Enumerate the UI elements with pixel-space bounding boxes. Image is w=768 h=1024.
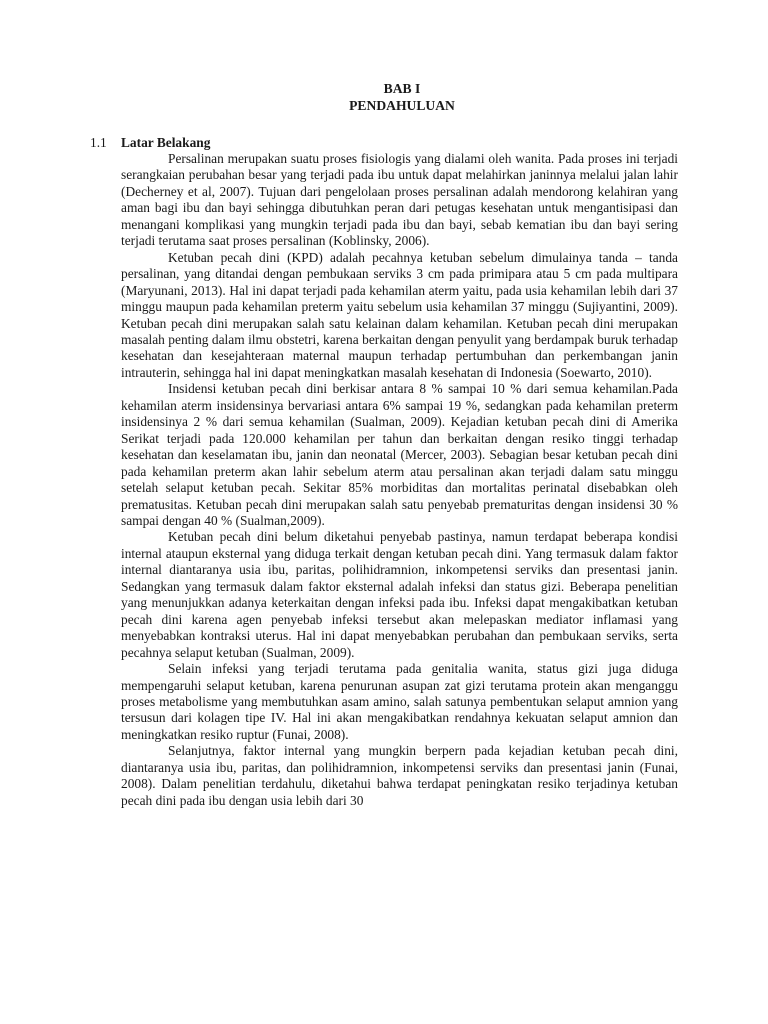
chapter-number: BAB I (383, 81, 421, 96)
section-heading (90, 134, 678, 151)
paragraph-2: Ketuban pecah dini (KPD) adalah pecahnya ketuban sebelum dimulainya tanda – tanda persalinan, yang ditandai dengan pembukaan serviks 3 cm pada primipara atau 5 cm pada multipara (Maryunani, 2013). Hal ini dapat terjadi pada kehamilan aterm yaitu, pada usia kehamilan lebih dari 37 minggu maupun pada kehamilan preterm yaitu sebelum usia kehamilan 37 minggu (Sujiyantini, 2009). Ketuban pecah dini merupakan salah satu kelainan dalam kehamilan. Ketuban pecah dini merupakan masalah penting dalam ilmu obstetri, karena berkaitan dengan penyulit yang berdampak buruk terhadap kesehatan dan kesejahteraan maternal maupun terhadap pertumbuhan dan perkembangan janin intrauterin, sehingga hal ini dapat meningkatkan masalah kesehatan di Indonesia (Soewarto, 2010). (121, 249, 678, 380)
paragraph-6: Selanjutnya, faktor internal yang mungkin berpern pada kejadian ketuban pecah dini, diantaranya usia ibu, paritas, dan polihidramnion, inkompetensi serviks dan presentasi janin (Funai, 2008). Dalam penelitian terdahulu, diketahui bahwa terdapat peningkatan resiko terjadinya ketuban pecah dini pada ibu dengan usia lebih dari 30 (121, 743, 678, 808)
chapter-title: PENDAHULUAN (349, 98, 455, 113)
section-number: 1.1 (90, 135, 107, 150)
paragraph-5: Selain infeksi yang terjadi terutama pada genitalia wanita, status gizi juga diduga mempengaruhi selaput ketuban, karena penurunan asupan zat gizi terutama protein akan menganggu proses metabolisme yang membutuhkan asam amino, salah satunya pembentukan selaput amnion yang tersusun dari kolagen tipe IV. Hal ini akan mengakibatkan rendahnya kekuatan selaput amnion dan meningkatkan resiko ruptur (Funai, 2008). (121, 661, 678, 742)
section-title: Latar Belakang (121, 135, 211, 150)
paragraph-1: Persalinan merupakan suatu proses fisiologis yang dialami oleh wanita. Pada proses ini terjadi serangkaian perubahan besar yang terjadi pada ibu untuk dapat melahirkan janinnya melalui jalan lahir (Decherney et al, 2007). Tujuan dari pengelolaan proses persalinan adalah mendorong kelahiran yang aman bagi ibu dan bayi sehingga dibutuhkan peran dari petugas kesehatan untuk mengantisipasi dan menangani komplikasi yang mungkin terjadi pada ibu dan bayi, sebab kematian ibu dan bayi sering terjadi terutama saat proses persalinan (Koblinsky, 2006). (121, 151, 678, 249)
paragraph-4: Ketuban pecah dini belum diketahui penyebab pastinya, namun terdapat beberapa kondisi internal ataupun eksternal yang diduga terkait dengan ketuban pecah dini. Yang termasuk dalam faktor internal diantaranya usia ibu, paritas, polihidramnion, inkompetensi serviks dan presentasi janin. Sedangkan yang termasuk dalam faktor eksternal adalah infeksi dan status gizi. Beberapa penelitian yang menunjukkan adanya keterkaitan dengan infeksi pada ibu. Infeksi dapat mengakibatkan ketuban pecah dini karena agen penyebab infeksi tersebut akan melepaskan mediator inflamasi yang menyebabkan kontraksi uterus. Hal ini dapat menyebabkan perubahan dan pembukaan serviks, serta pecahnya selaput ketuban (Sualman, 2009). (121, 529, 678, 660)
paragraph-3: Insidensi ketuban pecah dini berkisar antara 8 % sampai 10 % dari semua kehamilan.Pada kehamilan aterm insidensinya bervariasi antara 6% sampai 19 %, sedangkan pada kehamilan preterm insidensinya 2 % dari semua kehamilan (Sualman, 2009). Kejadian ketuban pecah dini di Amerika Serikat terjadi pada 120.000 kehamilan per tahun dan berkaitan dengan resiko tinggi terhadap kesehatan dan keselamatan ibu, janin dan neonatal (Mercer, 2003). Sebagian besar ketuban pecah dini pada kehamilan preterm akan lahir sebelum aterm atau persalinan akan terjadi dalam satu minggu setelah selaput ketuban pecah. Sekitar 85% morbiditas dan mortalitas perinatal disebabkan oleh prematusitas. Ketuban pecah dini merupakan salah satu penyebab prematuritas dengan insidensi 30 % sampai dengan 40 % (Sualman,2009). (121, 381, 678, 528)
